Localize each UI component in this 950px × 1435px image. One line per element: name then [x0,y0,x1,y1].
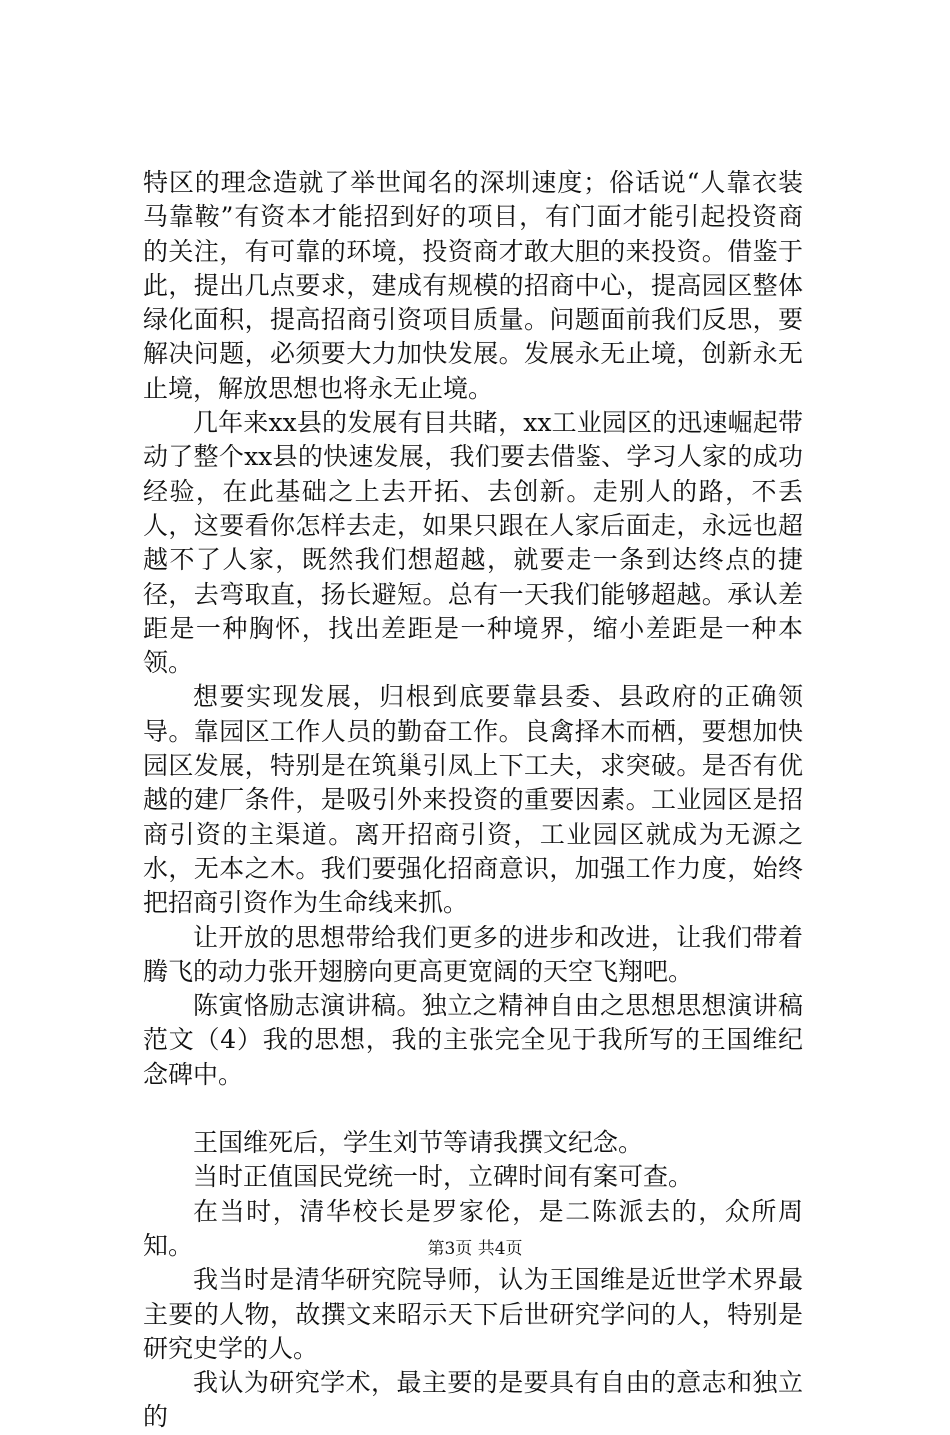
paragraph: 当时正值国民党统一时，立碑时间有案可查。 [193,1162,694,1192]
paragraph: 我认为研究学术，最主要的是要具有自由的意志和独立的 [143,1368,803,1432]
paragraph: 王国维死后，学生刘节等请我撰文纪念。 [193,1128,644,1158]
paragraph: 我当时是清华研究院导师，认为王国维是近世学术界最主要的人物，故撰文来昭示天下后世研究学问的人，特别是研究史学的人。 [143,1265,803,1363]
paragraph: 几年来xx县的发展有目共睹，xx工业园区的迅速崛起带动了整个xx县的快速发展，我们要去借鉴、学习人家的成功经验，在此基础之上去开拓、去创新。走别人的路，不丢人，这要看你怎样去走，如果只跟在人家后面走，永远也超越不了人家，既然我们想超越，就要走一条到达终点的捷径，去弯取直，扬长避短。总有一天我们能够超越。承认差距是一种胸怀，找出差距是一种境界，缩小差距是一种本领。 [143,408,803,678]
paragraph: 想要实现发展，归根到底要靠县委、县政府的正确领导。靠园区工作人员的勤奋工作。良禽择木而栖，要想加快园区发展，特别是在筑巢引凤上下工夫，求突破。是否有优越的建厂条件，是吸引外来投资的重要因素。工业园区是招商引资的主渠道。离开招商引资，工业园区就成为无源之水，无本之木。我们要强化招商意识，加强工作力度，始终把招商引资作为生命线来抓。 [143,682,803,918]
paragraph: 陈寅恪励志演讲稿。独立之精神自由之思想思想演讲稿范文（4）我的思想，我的主张完全见于我所写的王国维纪念碑中。 [143,991,803,1089]
page-number-footer: 第3页 共4页 [427,1239,523,1259]
paragraph: 在当时，清华校长是罗家伦，是二陈派去的，众所周知。 [143,1196,803,1260]
paragraph: 让开放的思想带给我们更多的进步和改进，让我们带着腾飞的动力张开翅膀向更高更宽阔的天空飞翔吧。 [143,922,803,986]
paragraph: 特区的理念造就了举世闻名的深圳速度；俗话说“人靠衣装马靠鞍”有资本才能招到好的项目，有门面才能引起投资商的关注，有可靠的环境，投资商才敢大胆的来投资。借鉴于此，提出几点要求，建成有规模的招商中心，提高园区整体绿化面积，提高招商引资项目质量。问题面前我们反思，要解决问题，必须要大力加快发展。发展永无止境，创新永无止境，解放思想也将永无止境。 [143,168,803,403]
